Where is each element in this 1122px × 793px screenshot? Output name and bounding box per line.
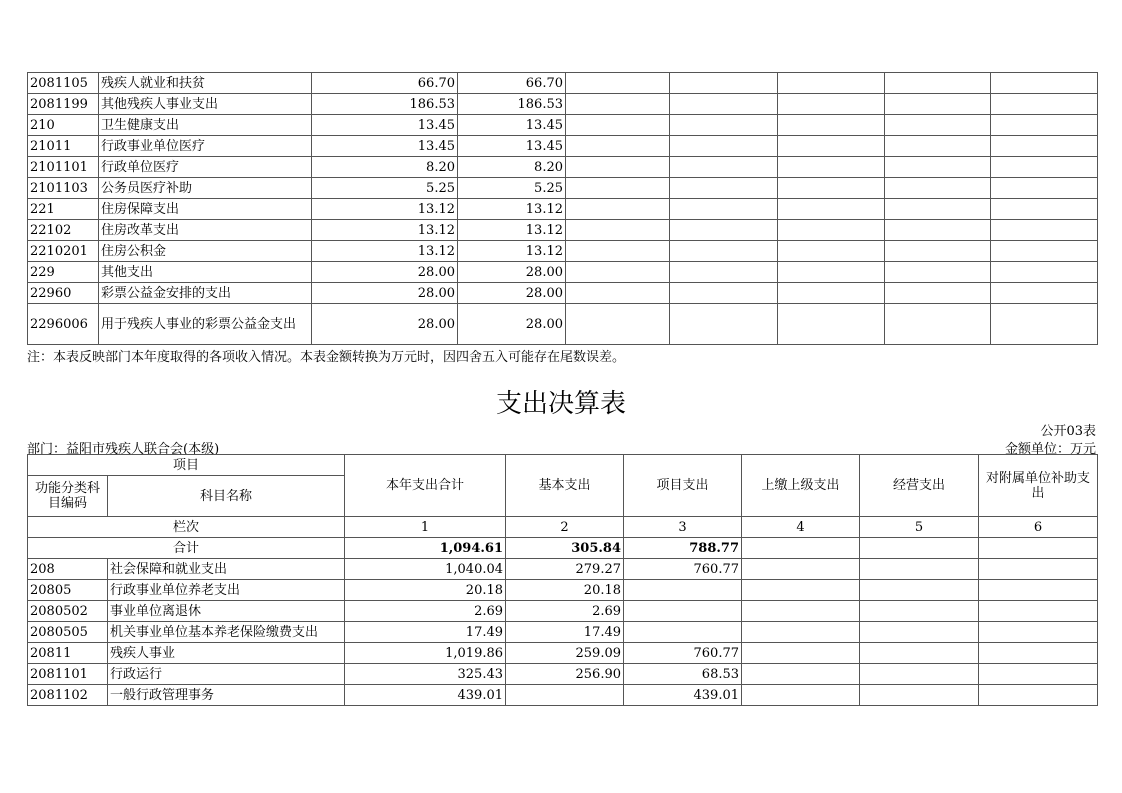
code-cell: 208	[28, 559, 108, 580]
value-cell: 68.53	[624, 664, 742, 685]
column-number: 2	[506, 517, 624, 538]
header-basic: 基本支出	[506, 455, 624, 517]
value-cell: 256.90	[506, 664, 624, 685]
value-cell: 66.70	[312, 73, 458, 94]
table-row	[28, 601, 1098, 622]
column-number-row	[28, 517, 1098, 538]
value-cell: 1,040.04	[345, 559, 506, 580]
value-cell: 13.12	[312, 199, 458, 220]
total-value: 1,094.61	[345, 538, 506, 559]
value-cell: 760.77	[624, 643, 742, 664]
name-cell: 事业单位离退休	[108, 601, 345, 622]
total-project: 788.77	[624, 538, 742, 559]
value-cell: 28.00	[458, 262, 566, 283]
table-row	[28, 136, 1098, 157]
header-subject-name: 科目名称	[108, 476, 345, 517]
name-cell: 彩票公益金安排的支出	[99, 283, 312, 304]
value-cell: 17.49	[345, 622, 506, 643]
code-cell: 2081105	[28, 73, 99, 94]
name-cell: 住房公积金	[99, 241, 312, 262]
total-label: 合计	[28, 538, 345, 559]
total-row	[28, 538, 1098, 559]
table-row	[28, 643, 1098, 664]
table-row	[28, 580, 1098, 601]
name-cell: 残疾人就业和扶贫	[99, 73, 312, 94]
value-cell: 13.12	[458, 199, 566, 220]
expense-table-body	[28, 455, 1098, 706]
column-number: 1	[345, 517, 506, 538]
value-cell	[624, 580, 742, 601]
name-cell: 机关事业单位基本养老保险缴费支出	[108, 622, 345, 643]
code-cell: 2101101	[28, 157, 99, 178]
value-cell: 5.25	[458, 178, 566, 199]
name-cell: 住房改革支出	[99, 220, 312, 241]
value-cell: 20.18	[345, 580, 506, 601]
code-cell: 2081102	[28, 685, 108, 706]
value-cell: 17.49	[506, 622, 624, 643]
name-cell: 社会保障和就业支出	[108, 559, 345, 580]
value-cell: 13.12	[312, 241, 458, 262]
page-title: 支出决算表	[495, 389, 626, 419]
table-row	[28, 241, 1098, 262]
value-cell: 13.12	[312, 220, 458, 241]
value-cell	[624, 622, 742, 643]
name-cell: 其他残疾人事业支出	[99, 94, 312, 115]
name-cell: 行政运行	[108, 664, 345, 685]
value-cell: 186.53	[458, 94, 566, 115]
table-row	[28, 685, 1098, 706]
table-code: 公开03表	[1040, 424, 1096, 439]
value-cell: 760.77	[624, 559, 742, 580]
table-row	[28, 559, 1098, 580]
table-row	[28, 73, 1098, 94]
value-cell: 28.00	[312, 262, 458, 283]
value-cell: 13.12	[458, 220, 566, 241]
code-cell: 2101103	[28, 178, 99, 199]
value-cell	[506, 685, 624, 706]
code-cell: 20805	[28, 580, 108, 601]
code-cell: 22102	[28, 220, 99, 241]
unit-label: 金额单位：万元	[1004, 442, 1096, 457]
name-cell: 行政单位医疗	[99, 157, 312, 178]
table-row	[28, 283, 1098, 304]
income-table-body	[28, 73, 1098, 345]
column-number: 5	[860, 517, 979, 538]
code-cell: 2080505	[28, 622, 108, 643]
name-cell: 一般行政管理事务	[108, 685, 345, 706]
value-cell: 28.00	[312, 283, 458, 304]
code-cell: 21011	[28, 136, 99, 157]
code-cell: 22960	[28, 283, 99, 304]
value-cell: 439.01	[345, 685, 506, 706]
header-subsidy: 对附属单位补助支出	[979, 455, 1098, 517]
table-row	[28, 304, 1098, 345]
value-cell: 28.00	[458, 304, 566, 345]
code-cell: 20811	[28, 643, 108, 664]
value-cell: 5.25	[312, 178, 458, 199]
code-cell: 210	[28, 115, 99, 136]
table-row	[28, 157, 1098, 178]
name-cell: 其他支出	[99, 262, 312, 283]
column-number: 3	[624, 517, 742, 538]
name-cell: 行政事业单位养老支出	[108, 580, 345, 601]
value-cell: 13.12	[458, 241, 566, 262]
header-business: 经营支出	[860, 455, 979, 517]
table-note: 注：本表反映部门本年度取得的各项收入情况。本表金额转换为万元时，因四舍五入可能存在尾数误差。	[27, 350, 626, 365]
table-row	[28, 220, 1098, 241]
table-row	[28, 94, 1098, 115]
code-cell: 2210201	[28, 241, 99, 262]
value-cell: 439.01	[624, 685, 742, 706]
header-total: 本年支出合计	[345, 455, 506, 517]
header-item: 项目	[28, 455, 345, 476]
total-basic: 305.84	[506, 538, 624, 559]
income-table-continuation	[27, 72, 1098, 345]
header-row	[28, 455, 1098, 476]
value-cell: 66.70	[458, 73, 566, 94]
value-cell: 1,019.86	[345, 643, 506, 664]
name-cell: 卫生健康支出	[99, 115, 312, 136]
value-cell: 28.00	[458, 283, 566, 304]
value-cell	[624, 601, 742, 622]
table-row	[28, 199, 1098, 220]
department-label: 部门：益阳市残疾人联合会(本级)	[27, 442, 220, 457]
table-row	[28, 664, 1098, 685]
code-cell: 221	[28, 199, 99, 220]
value-cell: 13.45	[312, 115, 458, 136]
value-cell: 325.43	[345, 664, 506, 685]
name-cell: 住房保障支出	[99, 199, 312, 220]
code-cell: 2296006	[28, 304, 99, 345]
name-cell: 行政事业单位医疗	[99, 136, 312, 157]
code-cell: 2080502	[28, 601, 108, 622]
name-cell: 残疾人事业	[108, 643, 345, 664]
value-cell: 8.20	[458, 157, 566, 178]
name-cell: 公务员医疗补助	[99, 178, 312, 199]
table-row	[28, 178, 1098, 199]
value-cell: 2.69	[506, 601, 624, 622]
table-row	[28, 622, 1098, 643]
header-project: 项目支出	[624, 455, 742, 517]
column-number: 6	[979, 517, 1098, 538]
code-cell: 2081199	[28, 94, 99, 115]
value-cell: 13.45	[458, 136, 566, 157]
value-cell: 20.18	[506, 580, 624, 601]
table-row	[28, 262, 1098, 283]
header-func-code: 功能分类科目编码	[28, 476, 108, 517]
lanci-label: 栏次	[28, 517, 345, 538]
value-cell: 2.69	[345, 601, 506, 622]
value-cell: 13.45	[312, 136, 458, 157]
column-number: 4	[742, 517, 860, 538]
value-cell: 186.53	[312, 94, 458, 115]
header-upper: 上缴上级支出	[742, 455, 860, 517]
value-cell: 279.27	[506, 559, 624, 580]
value-cell: 259.09	[506, 643, 624, 664]
code-cell: 2081101	[28, 664, 108, 685]
value-cell: 28.00	[312, 304, 458, 345]
table-row	[28, 115, 1098, 136]
expense-table	[27, 454, 1098, 706]
value-cell: 13.45	[458, 115, 566, 136]
value-cell: 8.20	[312, 157, 458, 178]
code-cell: 229	[28, 262, 99, 283]
name-cell: 用于残疾人事业的彩票公益金支出	[99, 304, 312, 345]
